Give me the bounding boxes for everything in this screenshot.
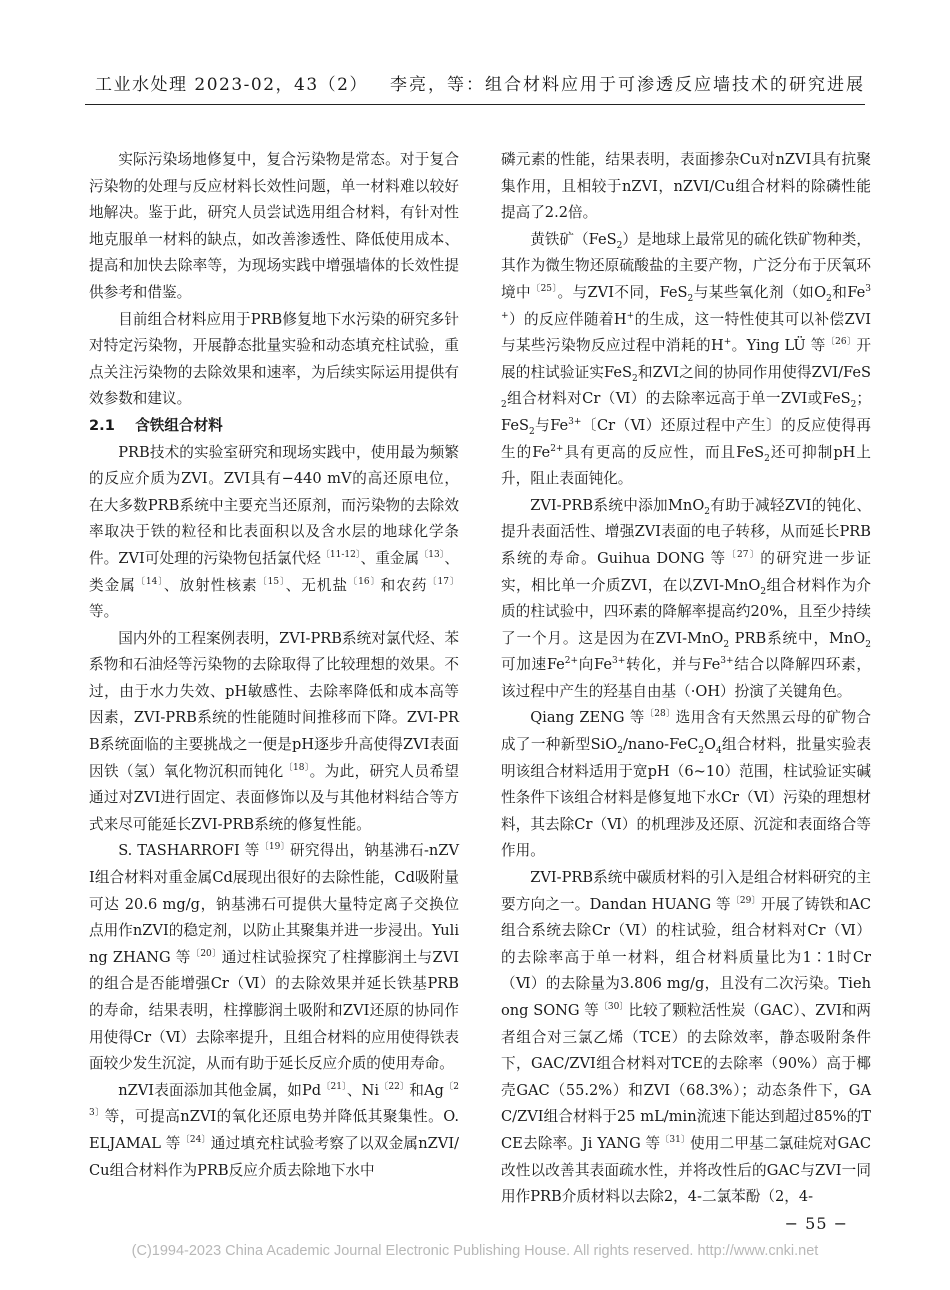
paragraph: S. TASHARROFI 等$^{〔19〕}$研究得出，钠基沸石-nZVI组合材料对重金属Cd展现出很好的去除性能，Cd吸附量可达 20.6 mg/g，钠基沸石可提供大量特定离子交换位点用作nZVI的稳定剂，以防止其聚集并进一步浸出。Yuling ZHANG 等$^{〔20〕}$通过柱试验探究了柱撑膨润土与ZVI的组合是否能增强Cr（Ⅵ）的去除效果并延长铁基PRB的寿命，结果表明，柱撑膨润土吸附和ZVI还原的协同作用使得Cr（Ⅵ）去除率提升，且组合材料的应用使得铁表面较少发生沉淀，从而有助于延长反应介质的使用寿命。 [89, 842, 460, 1073]
citation: 〔23〕 [89, 1081, 459, 1119]
paragraph: 实际污染场地修复中，复合污染物是常态。对于复合污染物的处理与反应材料长效性问题，单一材料难以较好地解决。鉴于此，研究人员尝试选用组合材料，有针对性地克服单一材料的缺点，如改善渗透性、降低使用成本、提高和加快去除率等，为现场实践中增强墙体的长效性提供参考和借鉴。 [89, 151, 459, 301]
citation: 〔31〕 [660, 1135, 691, 1146]
header-rule [85, 104, 865, 105]
citation: 〔18〕 [283, 762, 310, 773]
citation: 〔17〕 [427, 576, 459, 587]
section-number: 2.1 [89, 416, 115, 434]
citation: 〔11-12〕 [320, 550, 361, 561]
paragraph: ZVI-PRB系统中碳质材料的引入是组合材料研究的主要方向之一。Dandan HUANG 等$^{〔29〕}$开展了铸铁和AC组合系统去除Cr（Ⅵ）的柱试验，组合材料对Cr（Ⅵ）的去除率高于单一材料，组合材料质量比为1∶1时Cr（Ⅵ）的去除量为3.806 mg/g，且没有二次污染。Tiehong SONG 等$^{〔30〕}$比较了颗粒活性炭（GAC）、ZVI和两者组合对三氯乙烯（TCE）的去除效率，静态吸附条件下，GAC/ZVI组合材料对TCE的去除率（90%）高于椰壳GAC（55.2%）和ZVI（68.3%）；动态条件下，GAC/ZVI组合材料于25 mL/min流速下能达到超过85%的TCE去除率。Ji YANG 等$^{〔31〕}$使用二甲基二氯硅烷对GAC改性以改善其表面疏水性，并将改性后的GAC与ZVI一同用作PRB介质材料以去除2，4-二氯苯酚（2，4- [501, 869, 871, 1206]
citation: 〔21〕 [321, 1081, 347, 1092]
page-number: − 55 − [784, 1214, 848, 1233]
paragraph: nZVI表面添加其他金属，如$Pd^{〔21〕}$、$Ni^{〔22〕}$和$Ag^{〔23〕}$等，可提高nZVI的氧化还原电势并降低其聚集性。O. ELJAMAL 等$^{〔24〕}$通过填充柱试验考察了以双金属nZVI/Cu组合材料作为PRB反应介质去除地下水中 [89, 1081, 460, 1179]
paragraph: 目前组合材料应用于PRB修复地下水污染的研究多针对特定污染物，开展静态批量实验和动态填充柱试验，重点关注污染物的去除效果和速率，为后续实际运用提供有效参数和建议。 [89, 310, 459, 408]
citation: 〔15〕 [257, 576, 286, 587]
citation: 〔29〕 [730, 895, 761, 906]
citation: 〔20〕 [190, 948, 222, 959]
citation: 〔25〕 [531, 284, 558, 295]
citation: 〔14〕 [135, 576, 164, 587]
running-header-journal: 工业水处理 2023-02，43（2） [95, 75, 368, 95]
paragraph: Qiang ZENG 等$^{〔28〕}$选用含有天然黑云母的矿物合成了一种新型$SiO_2/nano-FeC_2O_4$组合材料，批量实验表明该组合材料适用于宽pH（6~10）范围，柱试验证实碱性条件下该组合材料是修复地下水Cr（Ⅵ）污染的理想材料，其去除Cr（Ⅵ）的机理涉及还原、沉淀和表面络合等作用。 [501, 709, 871, 860]
citation: 〔19〕 [259, 842, 290, 853]
citation: 〔22〕 [379, 1081, 410, 1092]
citation: 〔30〕 [598, 1002, 629, 1013]
citation: 〔28〕 [644, 709, 676, 720]
paragraph: PRB技术的实验室研究和现场实践中，使用最为频繁的反应介质为ZVI。ZVI具有−440 mV的高还原电位，在大多数PRB系统中主要充当还原剂，而污染物的去除效率取决于铁的粒径和比表面积以及含水层的地球化学条件。ZVI可处理的污染物包括氯代烃$^{〔11-12〕}$、重金属$^{〔13〕}$、类金属$^{〔14〕}$、放射性核素$^{〔15〕}$、无机盐$^{〔16〕}$和农药$^{〔17〕}$等。 [89, 443, 459, 621]
paragraph: ZVI-PRB系统中添加MnO$_2$有助于减轻ZVI的钝化、提升表面活性、增强ZVI表面的电子转移，从而延长PRB系统的寿命。Guihua DONG 等$^{〔27〕}$的研究进一步证实，相比单一介质ZVI，在以ZVI-MnO$_2$组合材料作为介质的柱试验中，四环素的降解率提高约20%，且至少持续了一个月。这是因为在ZVI-MnO$_2$ PRB系统中，MnO$_2$可加速$Fe^{2+}$向$Fe^{3+}$转化，并与$Fe^{3+}$结合以降解四环素，该过程中产生的羟基自由基（·OH）扮演了关键角色。 [501, 496, 871, 700]
citation: 〔16〕 [348, 576, 381, 587]
citation: 〔24〕 [180, 1135, 211, 1146]
paragraph: 磷元素的性能，结果表明，表面掺杂Cu对nZVI具有抗聚集作用，且相较于nZVI，nZVI/Cu组合材料的除磷性能提高了2.2倍。 [501, 151, 871, 222]
section-title: 含铁组合材料 [135, 416, 223, 434]
running-header-article: 李亮，等：组合材料应用于可渗透反应墙技术的研究进展 [390, 75, 865, 95]
citation: 〔27〕 [726, 550, 761, 561]
copyright-footer: (C)1994-2023 China Academic Journal Electronic Publishing House. All rights reserved. http://www.cnki.net [131, 1243, 819, 1259]
section-heading [89, 413, 459, 440]
right-column [501, 147, 871, 1211]
citation: 〔13〕 [419, 550, 445, 561]
citation: 〔26〕 [825, 337, 857, 348]
paragraph: 国内外的工程案例表明，ZVI-PRB系统对氯代烃、苯系物和石油烃等污染物的去除取得了比较理想的效果。不过，由于水力失效、pH敏感性、去除率降低和成本高等因素，ZVI-PRB系统的性能随时间推移而下降。ZVI-PRB系统面临的主要挑战之一便是pH逐步升高使得ZVI表面因铁（氢）氧化物沉积而钝化$^{〔18〕}$。为此，研究人员希望通过对ZVI进行固定、表面修饰以及与其他材料结合等方式来尽可能延长ZVI-PRB系统的修复性能。 [89, 629, 459, 833]
left-column [89, 147, 459, 1184]
paragraph: 黄铁矿（FeS$_2$）是地球上最常见的硫化铁矿物种类，其作为微生物还原硫酸盐的主要产物，广泛分布于厌氧环境中$^{〔25〕}$。与ZVI不同，FeS$_2$与某些氧化剂（如$O_2$和$Fe^{3+}$）的反应伴随着H+的生成，这一特性使其可以补偿ZVI与某些污染物反应过程中消耗的H+。Ying LÜ 等$^{〔26〕}$开展的柱试验证实FeS$_2$和ZVI之间的协同作用使得ZVI/FeS$_2$组合材料对Cr（Ⅵ）的去除率远高于单一ZVI或FeS$_2$；FeS$_2$与$Fe^{3+}$〔Cr（Ⅵ）还原过程中产生〕的反应使得再生的$Fe^{2+}$具有更高的反应性，而且FeS$_2$还可抑制pH上升，阻止表面钝化。 [501, 230, 872, 488]
